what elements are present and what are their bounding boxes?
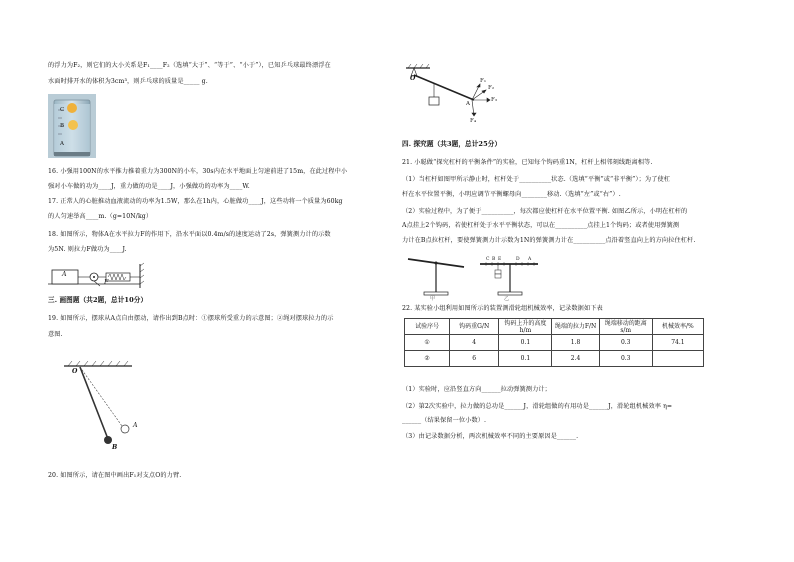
figure-label: F [104, 279, 109, 286]
figure-label: A [62, 271, 67, 278]
table-header-cell: 试验序号 [405, 319, 450, 335]
section-heading: 三. 画图题（共2题，总计10分） [48, 296, 148, 304]
question-20: 20. 如图所示，请在图中画出F₁对支点O的力臂. [48, 472, 182, 479]
figure-label: O [72, 368, 78, 375]
text-line: 水面时排开水的体积为3cm³，则乒乓球的质量是_____ g. [48, 78, 208, 85]
question-21: （1）当杠杆如图甲所示静止时，杠杆处于__________状态.（选填“平衡”或“非平衡”）；为了使杠 [402, 176, 671, 183]
figure-label: F₁ [480, 78, 487, 84]
figure-caption: 乙 [504, 296, 510, 302]
question-22-part: （1）实验时，应沿竖直方向______拉动弹簧测力计； [402, 386, 551, 393]
question-21: 力计在B点拉杠杆，要使弹簧测力计示数为1N的弹簧测力计在__________点沿着竖直向上的方向拉住杠杆. [402, 237, 696, 244]
question-22-part: （2）第2次实验中，拉力做的总功是______J，滑轮组做的有用功是______J，滑轮组机械效率 η= [402, 403, 673, 410]
lever-stand-figure-yi [478, 252, 542, 302]
table-cell: 4 [450, 335, 499, 351]
question-19: 19. 如图所示，摆球从A点自由摆动，请作出到B点时：①摆球所受重力的示意图；②绳对摆球拉力的示 [48, 315, 334, 322]
table-row [405, 351, 704, 367]
figure-label: E [498, 257, 502, 262]
table-header-cell: 机械效率/% [652, 319, 703, 335]
figure-label: D [516, 257, 520, 262]
table-cell: ① [405, 335, 450, 351]
lever-figure [402, 60, 502, 130]
figure-label: F₄ [470, 118, 477, 124]
question-22: 22. 某实验小组利用如图所示的装置测滑轮组机械效率，记录数据如下表 [402, 305, 603, 312]
table-header-cell: 绳端的拉力F/N [552, 319, 599, 335]
table-cell: ② [405, 351, 450, 367]
table-header-cell: 绳端移动的距离s/m [599, 319, 652, 335]
question-16: 16. 小强用100N的水平推力推着重力为300N的小车，30s内在水平地面上匀速前进了15m，在此过程中小 [48, 168, 348, 175]
pendulum-figure [60, 360, 170, 455]
text-line: 的浮力为F₂，则它们的大小关系是F₁____F₂（选填“大于”、“等于”、“小于”），已知乒乓球最终漂浮在 [48, 62, 331, 69]
table-cell: 2.4 [552, 351, 599, 367]
table-cell: 0.1 [499, 335, 552, 351]
question-21: 21. 小聪做“探究杠杆的平衡条件”的实验，已知每个钩码重1N，杠杆上相邻刻线距离相等. [402, 159, 653, 166]
data-table [404, 318, 704, 367]
table-cell: 0.1 [499, 351, 552, 367]
question-18: 18. 如图所示，物体A在水平拉力F的作用下，沿水平面以0.4m/s的速度运动了2s，弹簧测力计的示数 [48, 231, 331, 238]
table-cell: 1.8 [552, 335, 599, 351]
figure-label: A [133, 422, 138, 429]
beaker-label: C [60, 107, 65, 113]
question-22-part: ______（结果保留一位小数）. [402, 417, 487, 424]
table-cell: 74.1 [652, 335, 703, 351]
figure-label: A [528, 257, 532, 262]
figure-label: O [410, 75, 416, 82]
beaker-label: B [60, 123, 65, 129]
table-header-cell: 钩码重G/N [450, 319, 499, 335]
section-heading: 四. 探究题（共3题，总计25分） [402, 140, 502, 148]
figure-label: C [486, 257, 490, 262]
question-18: 为5N. 则拉力F做功为____J. [48, 246, 127, 253]
figure-caption: 甲 [430, 296, 436, 302]
figure-label: B [492, 257, 496, 262]
table-row [405, 335, 704, 351]
figure-label: B [112, 444, 118, 451]
figure-label: A [466, 101, 471, 107]
question-21: 杆在水平位置平衡，小明应调节平衡螺母向________移动.（选填“左”或“右”）. [402, 191, 621, 198]
question-22-part: （3）由记录数据分析，两次机械效率不同的主要原因是______. [402, 433, 579, 440]
question-19: 意图. [48, 331, 63, 338]
beaker-photo [48, 94, 96, 158]
table-cell: 0.3 [599, 351, 652, 367]
table-cell: 6 [450, 351, 499, 367]
question-16: 强对小车做的功为____J，重力做的功是____J，小强做功的功率为____W. [48, 183, 250, 190]
question-17: 17. 正常人的心脏推动血液流动的功率为1.5W，那么在1h内，心脏做功____J，这些功将一个质量为60kg [48, 198, 343, 205]
figure-label: F₃ [491, 97, 498, 103]
beaker-label: A [60, 141, 65, 147]
table-header-cell: 钩码上升的高度h/m [499, 319, 552, 335]
figure-label: F₂ [488, 85, 495, 91]
table-cell [652, 351, 703, 367]
table-header-row [405, 319, 704, 335]
question-21: A点挂上2个钩码，若使杠杆处于水平平衡状态，可以在__________点挂上1个钩码；或者使用弹簧测 [402, 222, 680, 229]
table-cell: 0.3 [599, 335, 652, 351]
question-17: 的人匀速举高____m.（g=10N/kg） [48, 213, 153, 220]
question-21: （2）实验过程中，为了便于__________，每次都应使杠杆在水平位置平衡. 如图乙所示，小明在杠杆的 [402, 208, 688, 215]
spring-block-figure [48, 260, 158, 290]
lever-stand-figure-jia [404, 252, 468, 302]
